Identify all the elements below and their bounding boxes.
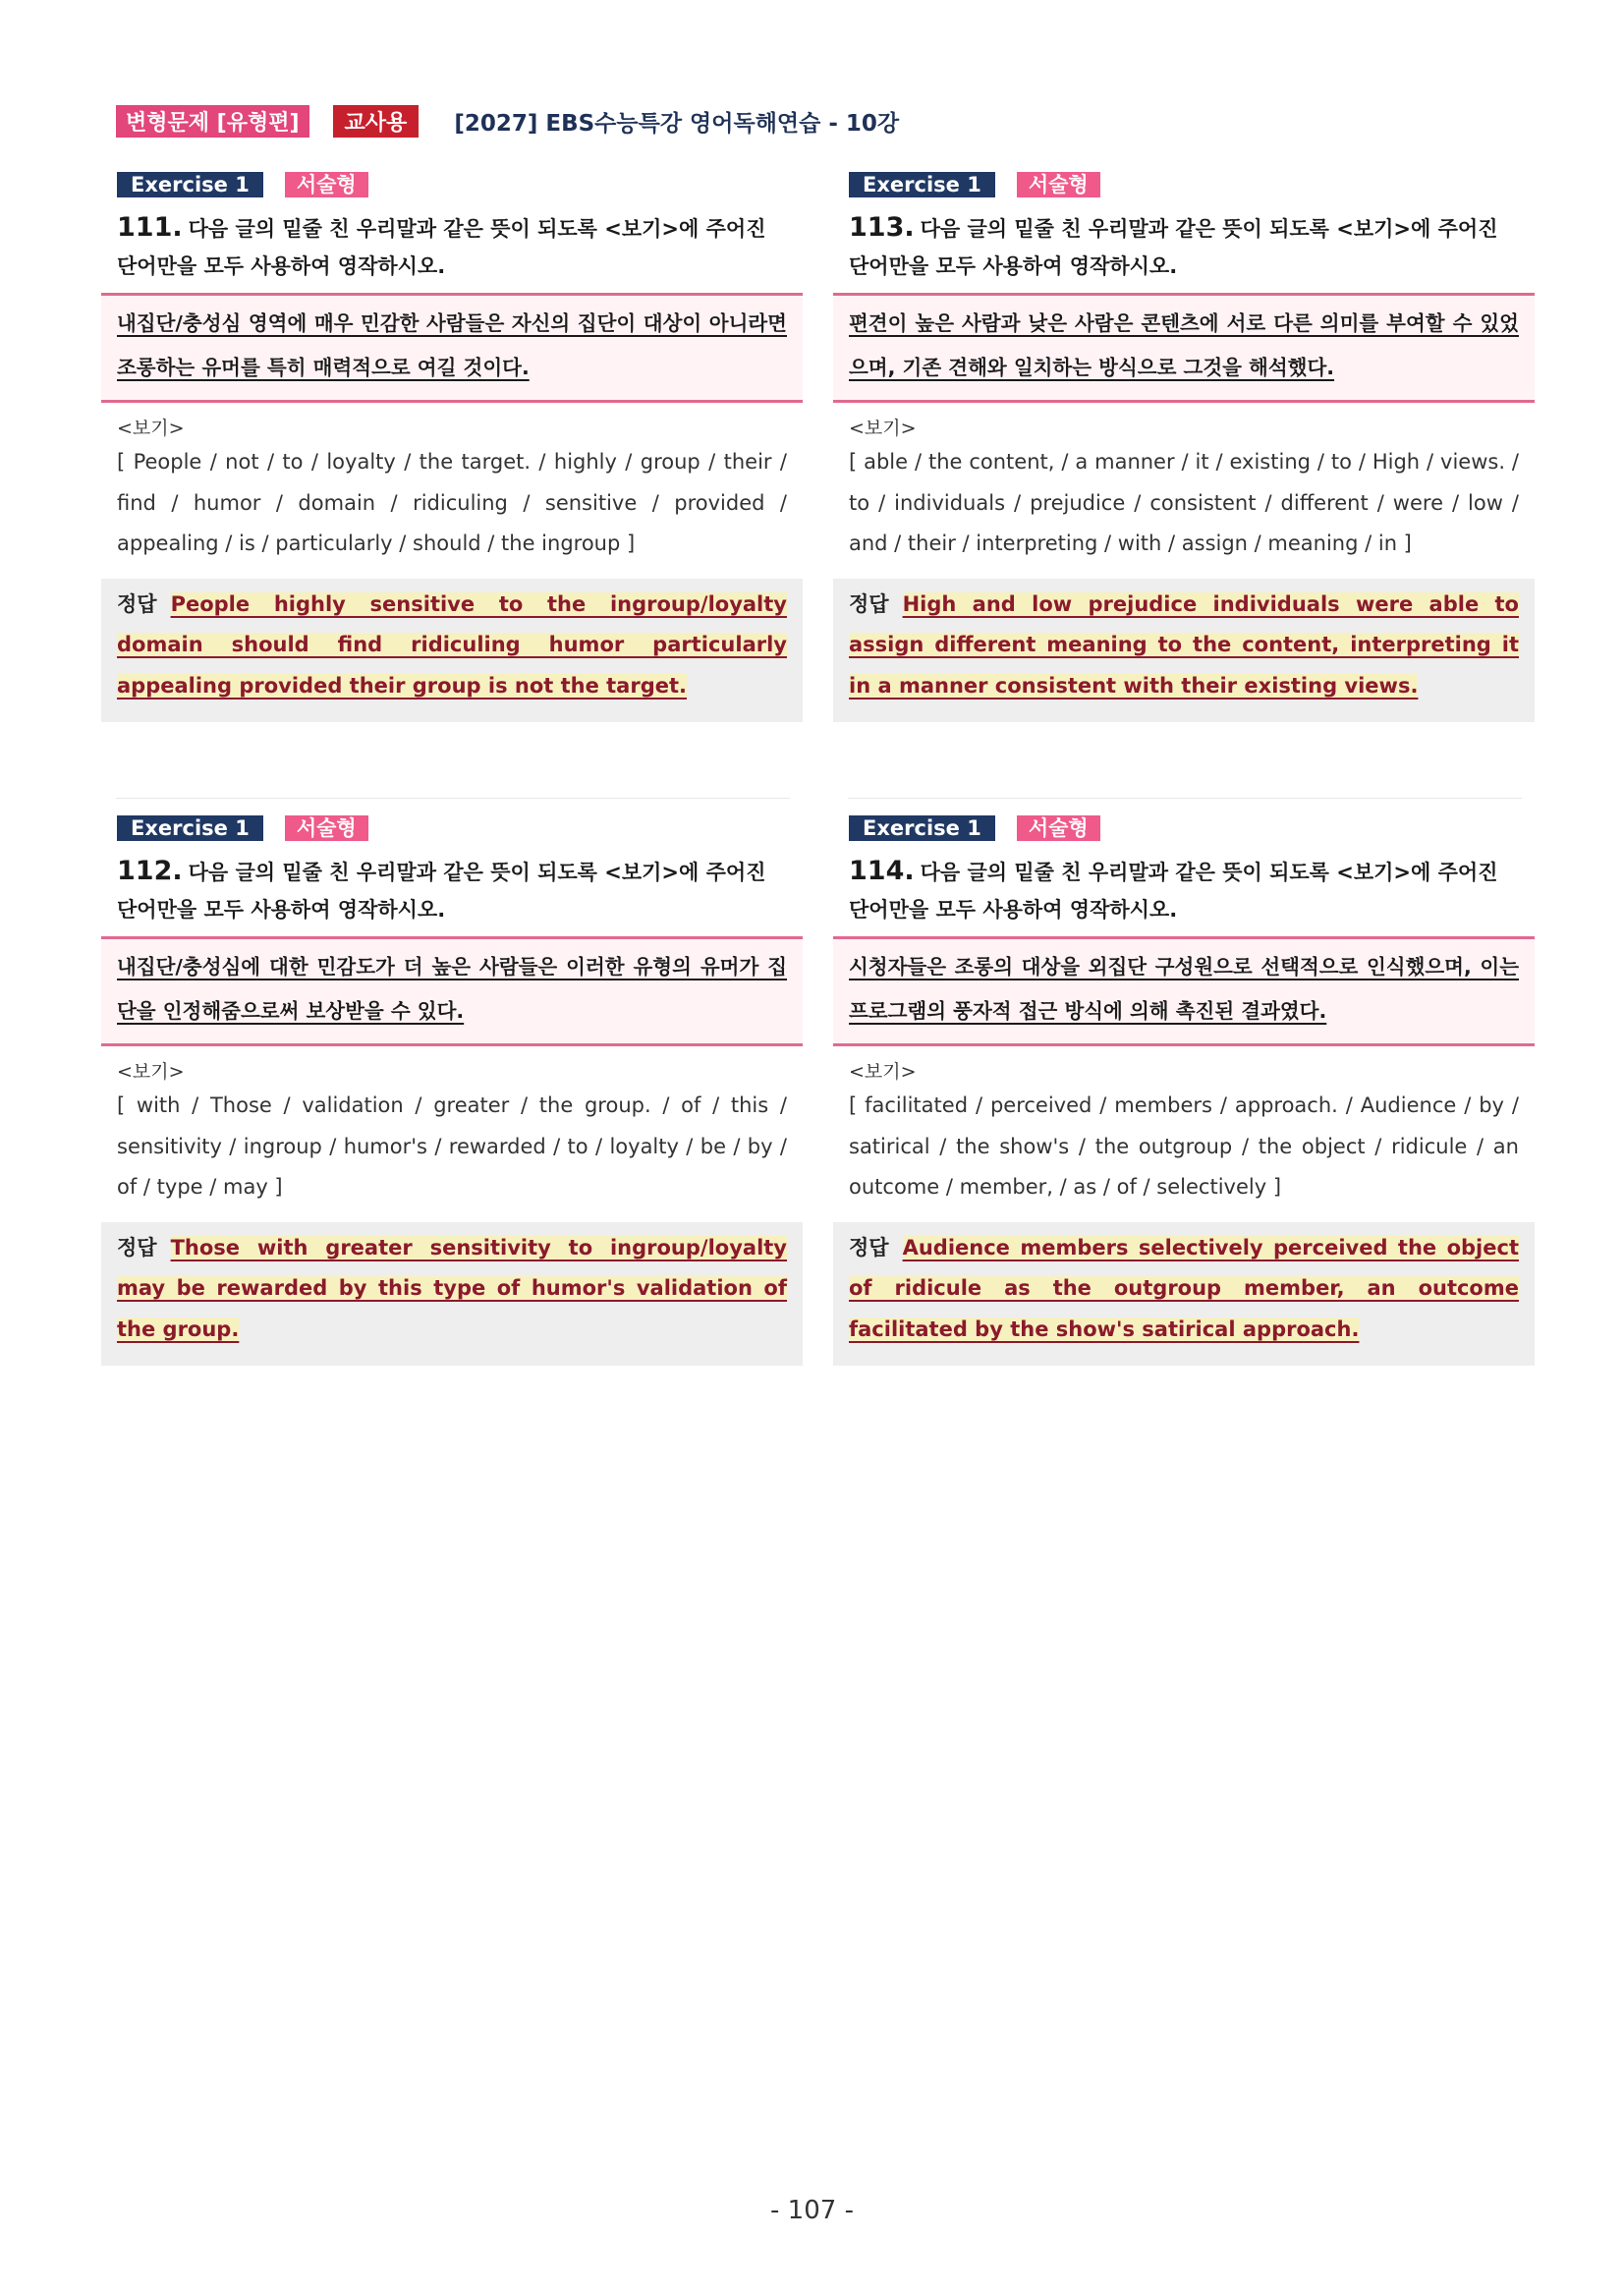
answer-label: 정답 — [117, 591, 157, 616]
question-type-badge: 서술형 — [285, 172, 368, 197]
exercise-card-111 — [101, 172, 803, 722]
prompt-text: 다음 글의 밑줄 친 우리말과 같은 뜻이 되도록 <보기>에 주어진 단어만을 모두 사용하여 영작하시오. — [117, 217, 766, 278]
answer-text: Those with greater sensitivity to ingroup/loyalty may be rewarded by this type of humor's validation of the group. — [117, 1235, 787, 1341]
bogi-label: <보기> — [117, 418, 185, 439]
answer-box — [833, 579, 1535, 723]
question-number: 111. — [117, 212, 183, 243]
question-number: 112. — [117, 856, 183, 886]
answer-box — [101, 579, 803, 723]
word-bank: [ People / not / to / loyalty / the target. / highly / group / their / find / humor / domain / ridiculing / sensitive / provided / appealing / is / particularly / should / the ingroup ] — [117, 450, 787, 555]
answer-box — [833, 1222, 1535, 1367]
exercise-card-113 — [833, 172, 1535, 722]
exercise-badge: Exercise 1 — [849, 815, 995, 841]
korean-sentence: 편견이 높은 사람과 낮은 사람은 콘텐츠에 서로 다른 의미를 부여할 수 있었으며, 기존 견해와 일치하는 방식으로 그것을 해석했다. — [833, 293, 1535, 403]
card-header — [117, 172, 803, 197]
bogi-label: <보기> — [849, 418, 917, 439]
answer-text: High and low prejudice individuals were able to assign different meaning to the content, interpreting it in a manner consistent with their existing views. — [849, 591, 1519, 698]
korean-sentence: 내집단/충성심에 대한 민감도가 더 높은 사람들은 이러한 유형의 유머가 집단을 인정해줌으로써 보상받을 수 있다. — [101, 936, 803, 1046]
answer-label: 정답 — [849, 1235, 889, 1260]
exercise-badge: Exercise 1 — [849, 172, 995, 197]
question-number: 113. — [849, 212, 915, 243]
question-type-badge: 서술형 — [1017, 172, 1100, 197]
question-prompt — [849, 853, 1519, 928]
word-bank: [ able / the content, / a manner / it / existing / to / High / views. / to / individuals / prejudice / consistent / different / were / low / and / their / interpreting / with / assign / meaning / in ] — [849, 450, 1519, 555]
answer-label: 정답 — [117, 1235, 157, 1260]
word-bank: [ with / Those / validation / greater / the group. / of / this / sensitivity / ingroup / humor's / rewarded / to / loyalty / be / by / of / type / may ] — [117, 1093, 787, 1199]
divider-left — [116, 798, 790, 799]
page-header — [116, 106, 899, 136]
bogi-label: <보기> — [849, 1061, 917, 1083]
korean-sentence: 시청자들은 조롱의 대상을 외집단 구성원으로 선택적으로 인식했으며, 이는 프로그램의 풍자적 접근 방식에 의해 촉진된 결과였다. — [833, 936, 1535, 1046]
teacher-tag: 교사용 — [333, 105, 420, 138]
answer-label: 정답 — [849, 591, 889, 616]
question-number: 114. — [849, 856, 915, 886]
exercise-badge: Exercise 1 — [117, 815, 263, 841]
prompt-text: 다음 글의 밑줄 친 우리말과 같은 뜻이 되도록 <보기>에 주어진 단어만을 모두 사용하여 영작하시오. — [849, 861, 1498, 922]
card-header — [849, 815, 1535, 841]
prompt-text: 다음 글의 밑줄 친 우리말과 같은 뜻이 되도록 <보기>에 주어진 단어만을 모두 사용하여 영작하시오. — [117, 861, 766, 922]
divider-right — [848, 798, 1522, 799]
exercise-badge: Exercise 1 — [117, 172, 263, 197]
korean-sentence: 내집단/충성심 영역에 매우 민감한 사람들은 자신의 집단이 대상이 아니라면 조롱하는 유머를 특히 매력적으로 여길 것이다. — [101, 293, 803, 403]
category-tag: 변형문제 [유형편] — [116, 105, 309, 138]
answer-text: People highly sensitive to the ingroup/loyalty domain should find ridiculing humor particularly appealing provided their group is not the target. — [117, 591, 787, 698]
question-prompt — [849, 209, 1519, 285]
question-type-badge: 서술형 — [285, 815, 368, 841]
word-bank: [ facilitated / perceived / members / approach. / Audience / by / satirical / the show's / the outgroup / the object / ridicule / an outcome / member, / as / of / selectively ] — [849, 1093, 1519, 1199]
card-header — [117, 815, 803, 841]
card-header — [849, 172, 1535, 197]
document-title: [2027] EBS수능특강 영어독해연습 - 10강 — [454, 110, 900, 137]
page-number: - 107 - — [770, 2196, 854, 2225]
answer-box — [101, 1222, 803, 1367]
exercise-card-114 — [833, 815, 1535, 1366]
question-prompt — [117, 853, 787, 928]
question-prompt — [117, 209, 787, 285]
bogi-label: <보기> — [117, 1061, 185, 1083]
prompt-text: 다음 글의 밑줄 친 우리말과 같은 뜻이 되도록 <보기>에 주어진 단어만을 모두 사용하여 영작하시오. — [849, 217, 1498, 278]
question-type-badge: 서술형 — [1017, 815, 1100, 841]
exercise-card-112 — [101, 815, 803, 1366]
answer-text: Audience members selectively perceived the object of ridicule as the outgroup member, an outcome facilitated by the show's satirical approach. — [849, 1235, 1519, 1341]
